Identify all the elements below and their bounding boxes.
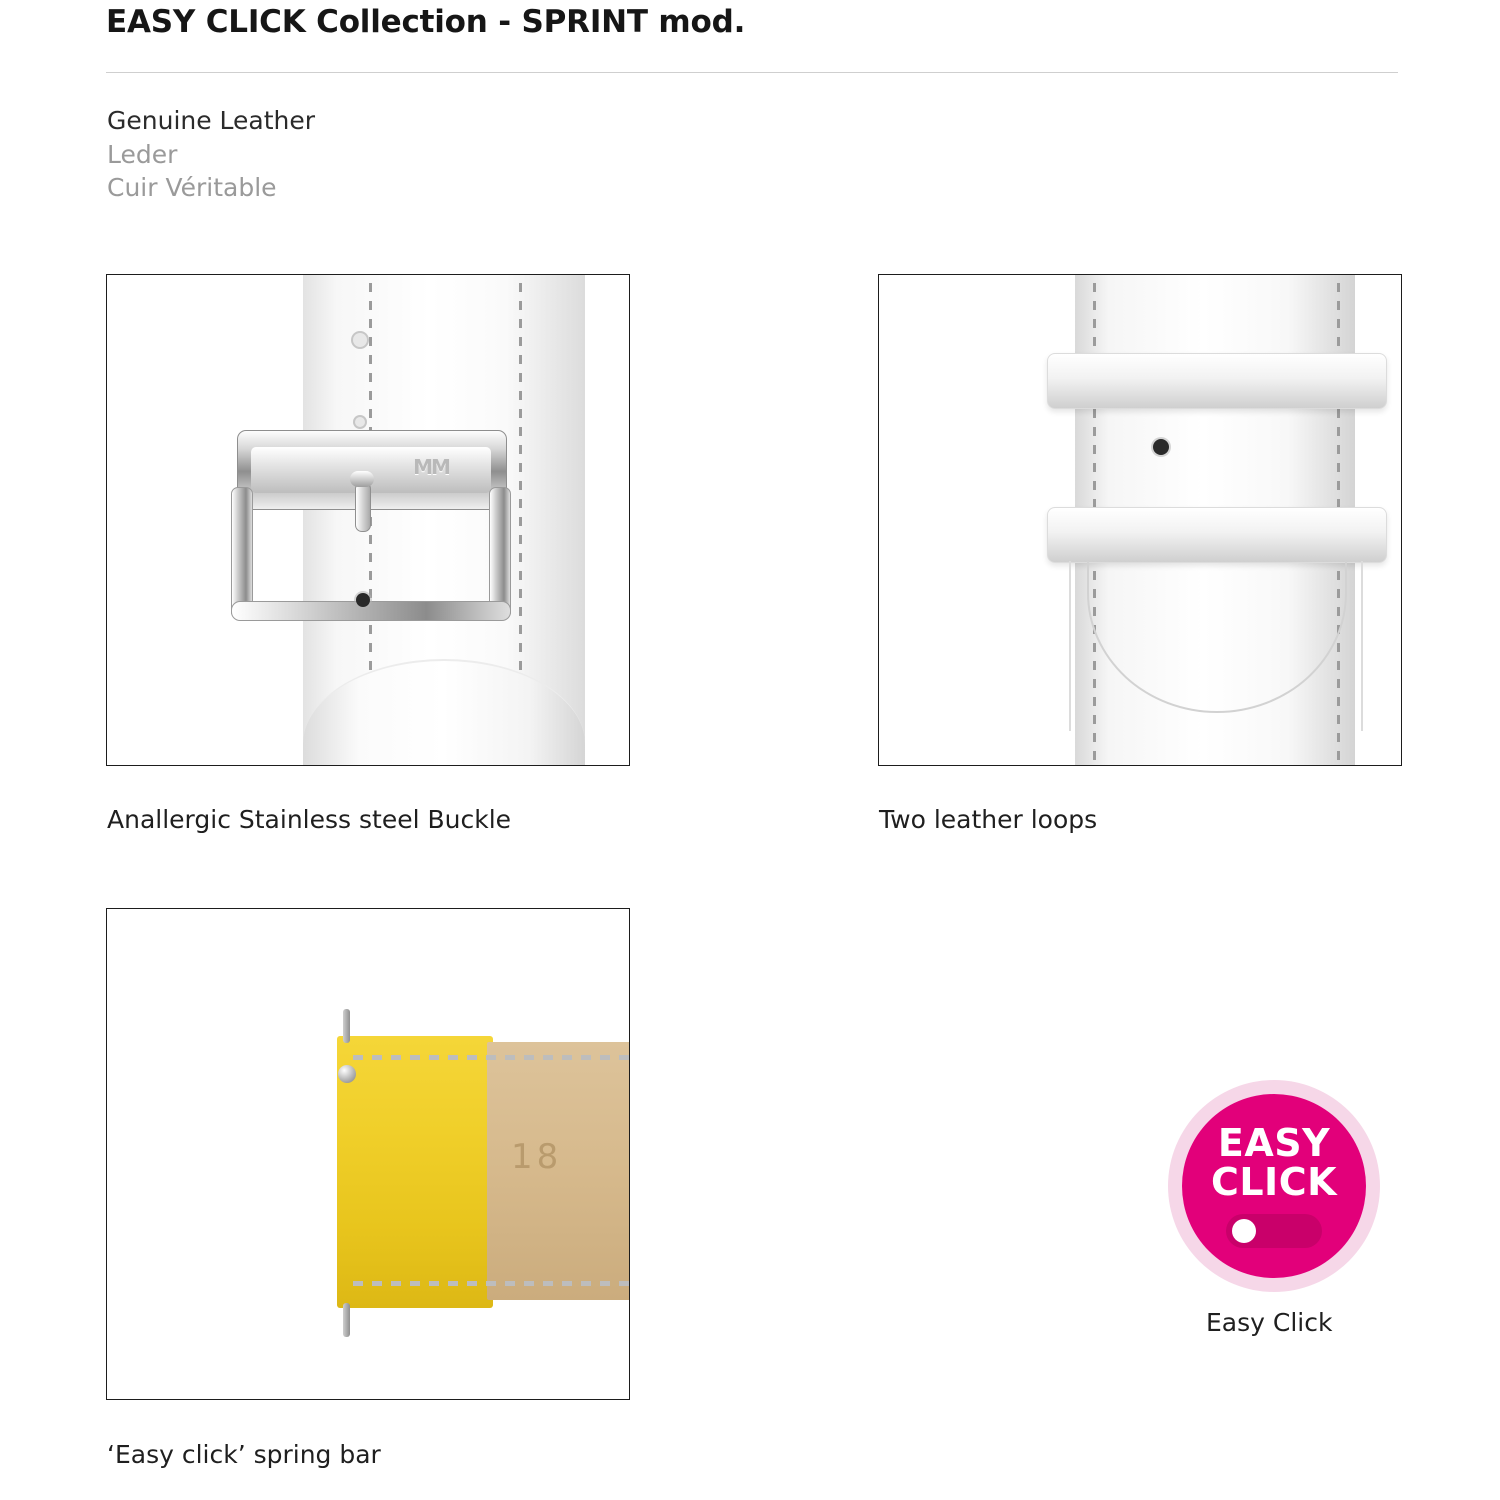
spring-bar-release-knob <box>338 1065 356 1083</box>
toggle-icon <box>1226 1214 1322 1248</box>
strap-pointed-tip <box>1069 561 1363 731</box>
material-german: Leder <box>107 139 178 169</box>
caption-spring-bar: ‘Easy click’ spring bar <box>107 1440 381 1469</box>
material-block <box>107 104 315 205</box>
title-divider <box>106 72 1398 73</box>
stitch-top <box>353 1055 630 1060</box>
caption-easy-click: Easy Click <box>1206 1308 1333 1337</box>
strap-hole <box>1153 439 1169 455</box>
figure-spring-bar-image <box>106 908 630 1400</box>
strap-size-stamp: 18 <box>511 1137 563 1177</box>
strap-hole-upper <box>355 417 365 427</box>
badge-core <box>1182 1094 1366 1278</box>
spring-bar-pin-top <box>343 1009 350 1043</box>
spring-bar-pin-bottom <box>343 1303 350 1337</box>
caption-buckle: Anallergic Stainless steel Buckle <box>107 805 512 834</box>
caption-loops: Two leather loops <box>879 805 1098 834</box>
strap-hole-top <box>353 333 367 347</box>
leather-loop-upper <box>1047 353 1387 409</box>
buckle-tongue <box>355 482 371 532</box>
buckle-arm-left <box>231 487 253 619</box>
easy-click-badge <box>1168 1080 1380 1292</box>
yellow-strap-end <box>337 1036 493 1308</box>
buckle-arm-right <box>489 487 511 619</box>
page-title: EASY CLICK Collection - SPRINT mod. <box>106 4 746 40</box>
stitch-right <box>519 274 522 685</box>
figure-loops-image <box>878 274 1402 766</box>
toggle-knob-icon <box>1232 1219 1256 1243</box>
buckle-tongue-tip <box>350 471 374 487</box>
buckle-arm-bottom <box>231 601 511 621</box>
material-english: Genuine Leather <box>107 106 316 135</box>
material-french: Cuir Véritable <box>107 173 277 202</box>
badge-line-one: EASY <box>1217 1121 1331 1166</box>
stitch-bottom <box>353 1281 630 1286</box>
leather-loop-lower <box>1047 507 1387 563</box>
buckle-logo: MM <box>413 455 449 479</box>
badge-line-two: CLICK <box>1210 1160 1338 1204</box>
figure-buckle-image <box>106 274 630 766</box>
strap-hole-bottom <box>356 593 370 607</box>
